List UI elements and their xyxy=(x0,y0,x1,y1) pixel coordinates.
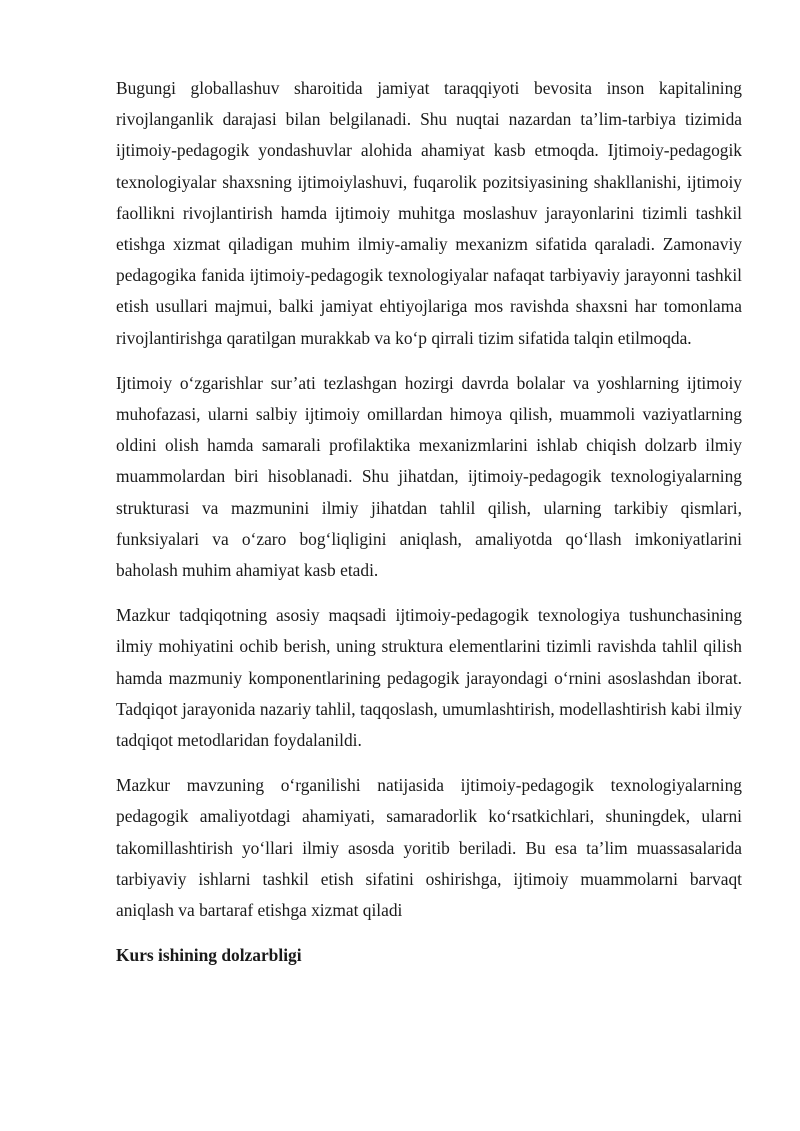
paragraph-research-results: Mazkur mavzuning o‘rganilishi natijasida ijtimoiy-pedagogik texnologiyalarning pedagogik amaliyotdagi ahamiyati, samaradorlik ko‘rsatkichlari, shuningdek, ularni takomillashtirish yo‘llari ilmiy asosda yoritib beriladi. Bu esa ta’lim muassasalarida tarbiyaviy ishlarni tashkil etish sifatini oshirishga, ijtimoiy muammolarni barvaqt aniqlash va bartaraf etishga xizmat qiladi xyxy=(116,775,742,921)
paragraph-research-goal: Mazkur tadqiqotning asosiy maqsadi ijtimoiy-pedagogik texnologiya tushunchasining ilmiy mohiyatini ochib berish, uning struktura elementlarini tizimli ravishda tahlil qilish hamda mazmuniy komponentlarining pedagogik jarayondagi o‘rnini asoslashdan iborat. Tadqiqot jarayonida nazariy tahlil, taqqoslash, umumlashtirish, modellashtirish kabi ilmiy tadqiqot metodlaridan foydalanildi. xyxy=(116,605,742,751)
paragraph-social-changes: Ijtimoiy o‘zgarishlar sur’ati tezlashgan hozirgi davrda bolalar va yoshlarning ijtimoiy muhofazasi, ularni salbiy ijtimoiy omillardan himoya qilish, muammoli vaziyatlarning oldini olish hamda samarali profilaktika mexanizmlarini ishlab chiqish dolzarb ilmiy muammolardan biri hisoblanadi. Shu jihatdan, ijtimoiy-pedagogik texnologiyalarning strukturasi va mazmunini ilmiy jihatdan tahlil qilish, ularning tarkibiy qismlari, funksiyalari va o‘zaro bog‘liqligini aniqlash, amaliyotda qo‘llash imkoniyatlarini baholash muhim ahamiyat kasb etadi. xyxy=(116,372,742,581)
section-heading: Kurs ishining dolzarbligi xyxy=(116,945,302,966)
document-body xyxy=(116,73,742,971)
paragraph-introduction: Bugungi globallashuv sharoitida jamiyat taraqqiyoti bevosita inson kapitalining rivojlanganlik darajasi bilan belgilanadi. Shu nuqtai nazardan ta’lim-tarbiya tizimida ijtimoiy-pedagogik yondashuvlar alohida ahamiyat kasb etmoqda. Ijtimoiy-pedagogik texnologiyalar shaxsning ijtimoiylashuvi, fuqarolik pozitsiyasining shakllanishi, ijtimoiy faollikni rivojlantirish hamda ijtimoiy muhitga moslashuv jarayonlarini tizimli tashkil etishga xizmat qiladigan muhim ilmiy-amaliy mexanizm sifatida qaraladi. Zamonaviy pedagogika fanida ijtimoiy-pedagogik texnologiyalar nafaqat tarbiyaviy jarayonni tashkil etish usullari majmui, balki jamiyat ehtiyojlariga mos ravishda shaxsni har tomonlama rivojlantirishga qaratilgan murakkab va ko‘p qirrali tizim sifatida talqin etilmoqda. xyxy=(116,78,742,348)
